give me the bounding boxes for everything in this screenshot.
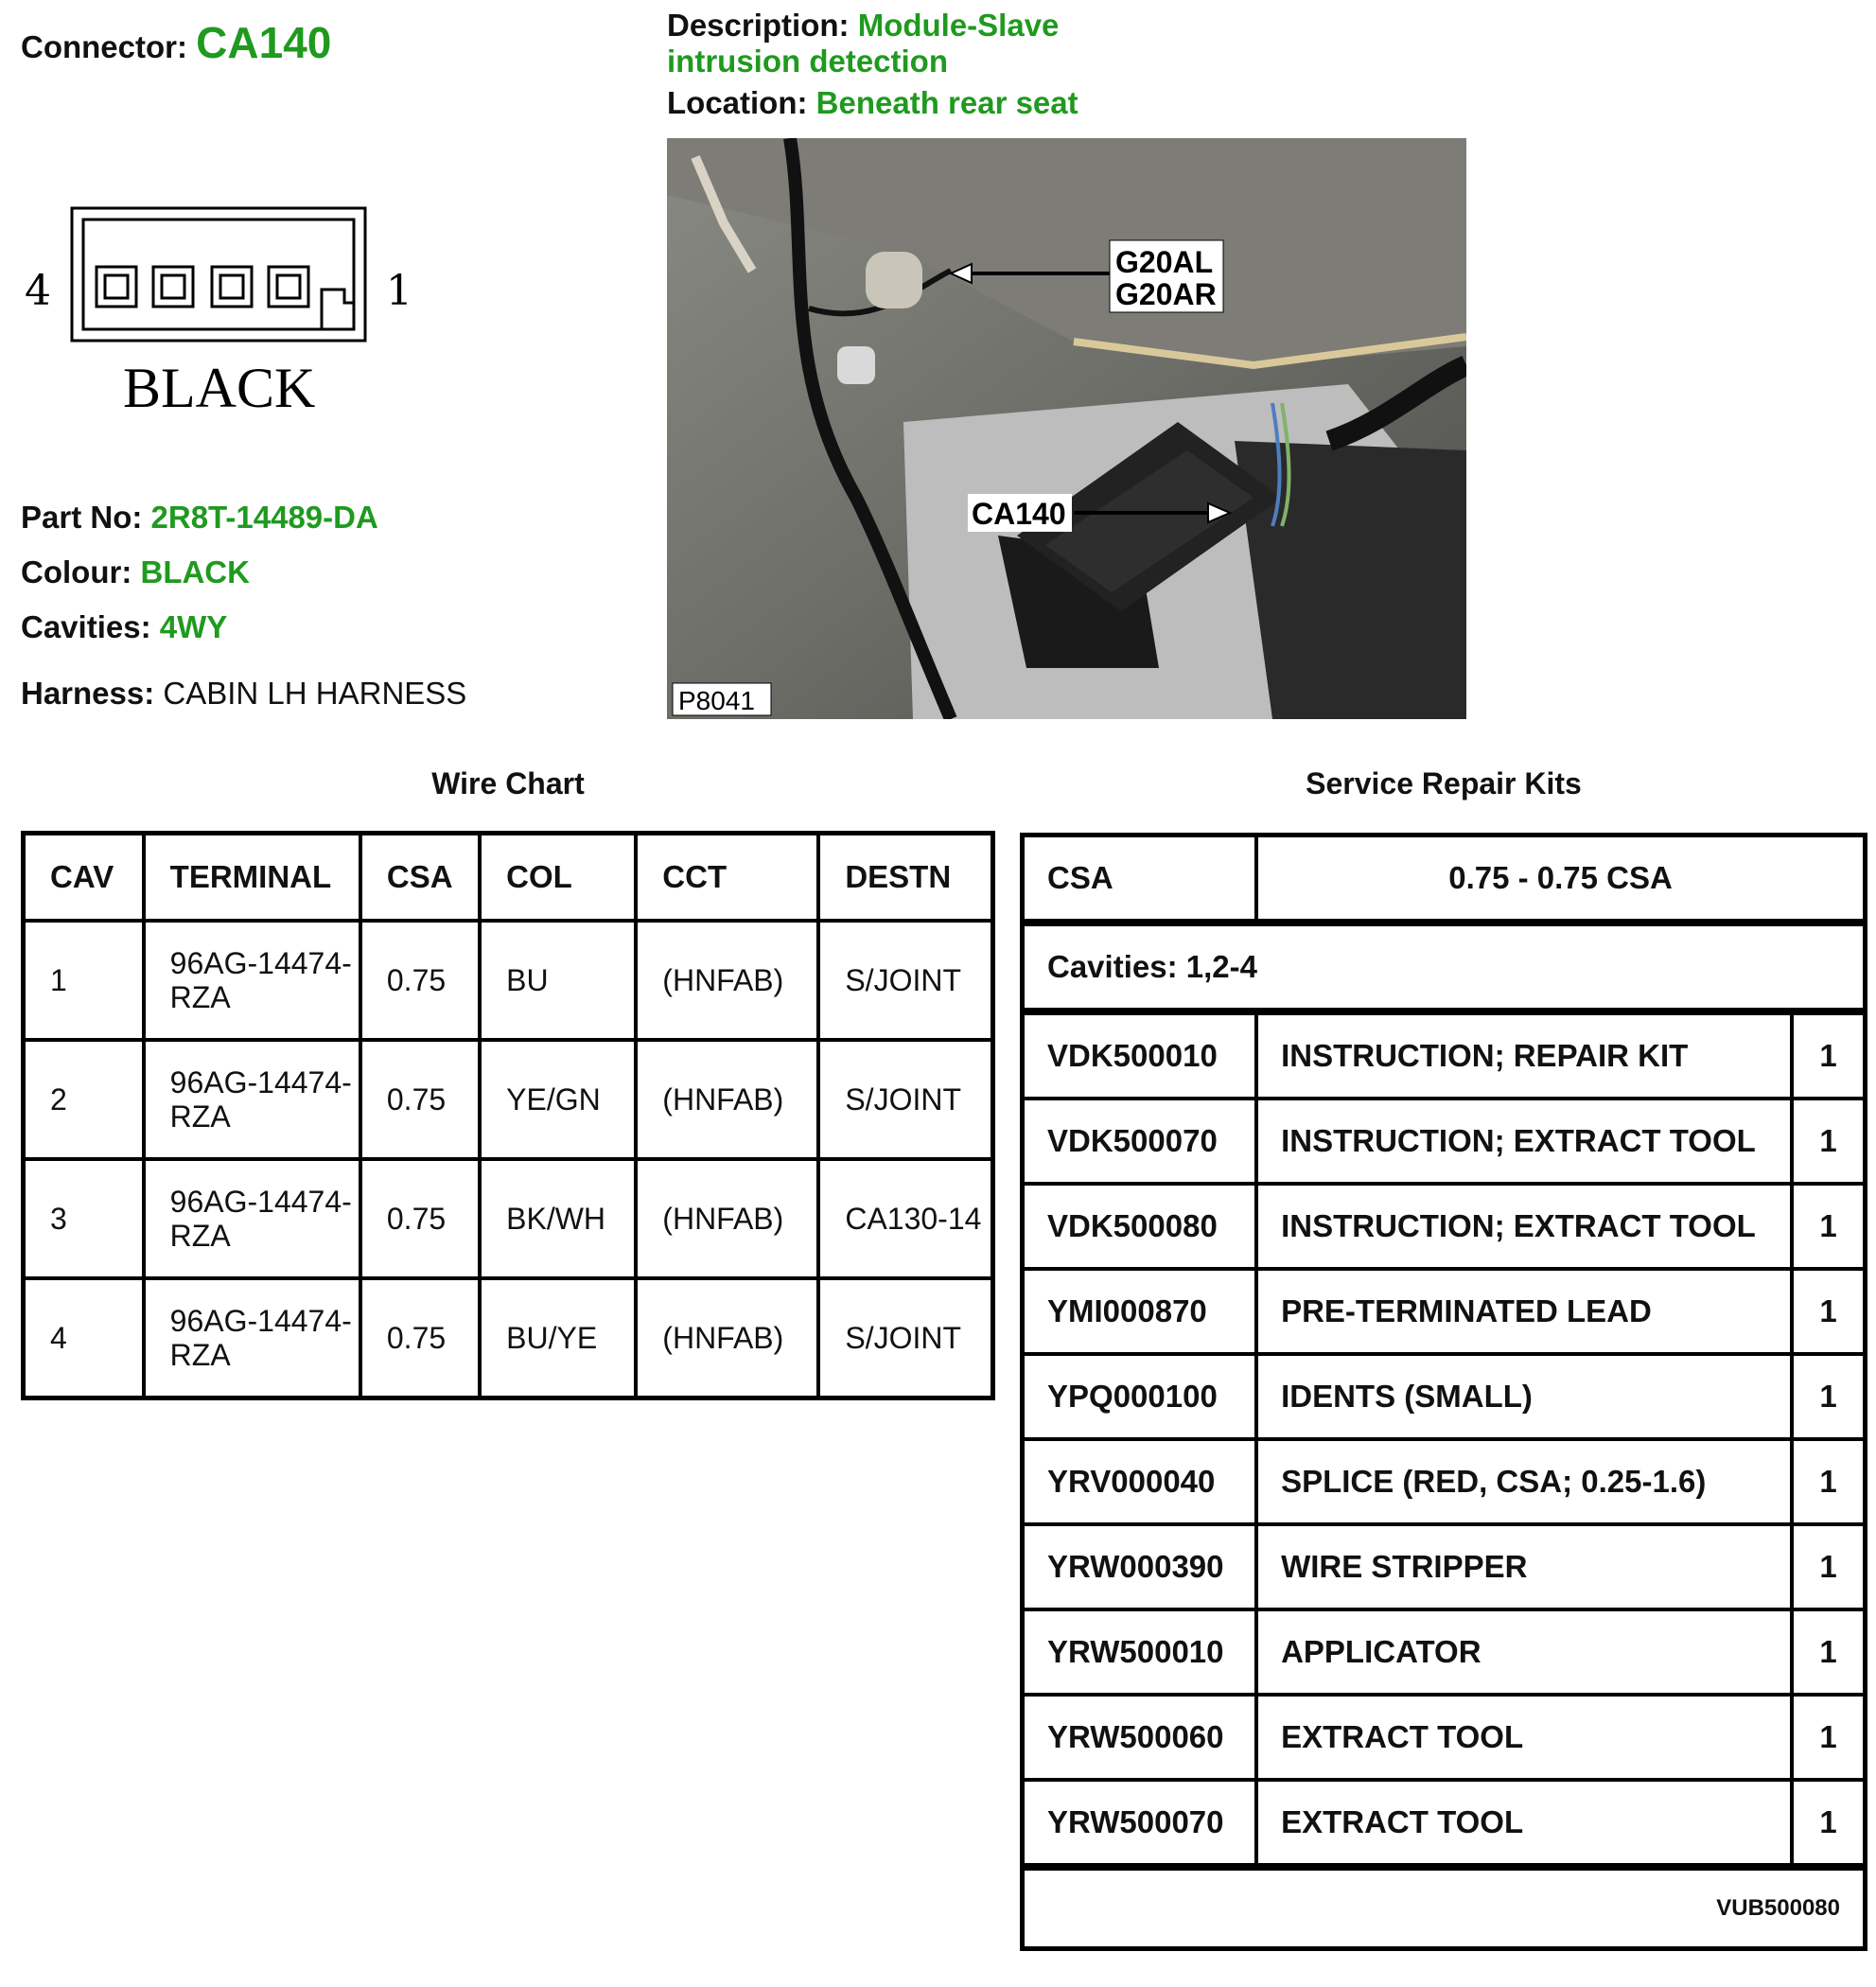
table-row: [24, 1278, 993, 1398]
kit-cavities-row: [1023, 923, 1866, 1011]
pin-right-label: 1: [386, 267, 412, 315]
kit-desc: PRE-TERMINATED LEAD: [1256, 1269, 1792, 1354]
harness-label: Harness:: [21, 676, 155, 711]
header-destn: DESTN: [818, 834, 992, 922]
cell-terminal: 96AG-14474-RZA: [144, 1040, 360, 1159]
callout-g20al: G20AL: [1115, 245, 1214, 279]
table-row: [1023, 1269, 1866, 1354]
cell-cav: 2: [24, 1040, 144, 1159]
photo-code: P8041: [678, 686, 755, 715]
cell-col: BU/YE: [480, 1278, 636, 1398]
cell-destn: S/JOINT: [818, 921, 992, 1040]
kit-qty: 1: [1792, 1524, 1865, 1609]
kit-code: VDK500070: [1023, 1099, 1257, 1184]
harness-line: [21, 676, 466, 712]
cell-cct: (HNFAB): [636, 1159, 818, 1278]
kit-desc: INSTRUCTION; EXTRACT TOOL: [1256, 1099, 1792, 1184]
part-label: Part No:: [21, 500, 143, 535]
kit-csa-row: [1023, 835, 1866, 923]
kit-qty: 1: [1792, 1184, 1865, 1269]
kit-desc: INSTRUCTION; EXTRACT TOOL: [1256, 1184, 1792, 1269]
kit-desc: INSTRUCTION; REPAIR KIT: [1256, 1011, 1792, 1099]
cell-col: BK/WH: [480, 1159, 636, 1278]
cell-csa: 0.75: [360, 921, 480, 1040]
kit-footer-code: VUB500080: [1023, 1867, 1866, 1949]
header-terminal: TERMINAL: [144, 834, 360, 922]
header-csa: CSA: [360, 834, 480, 922]
kit-desc: EXTRACT TOOL: [1256, 1695, 1792, 1780]
cell-cct: (HNFAB): [636, 1278, 818, 1398]
cell-terminal: 96AG-14474-RZA: [144, 1159, 360, 1278]
kit-code: YRW500070: [1023, 1780, 1257, 1867]
harness-value: CABIN LH HARNESS: [163, 676, 467, 711]
kit-desc: EXTRACT TOOL: [1256, 1780, 1792, 1867]
kit-desc: SPLICE (RED, CSA; 0.25-1.6): [1256, 1439, 1792, 1524]
location-photo: [667, 138, 1466, 719]
connector-line: [21, 17, 331, 68]
cell-destn: CA130-14: [818, 1159, 992, 1278]
kit-code: YPQ000100: [1023, 1354, 1257, 1439]
table-row: [1023, 1354, 1866, 1439]
cavities-line: [21, 609, 227, 645]
table-row: [1023, 1439, 1866, 1524]
kit-code: YRW000390: [1023, 1524, 1257, 1609]
kit-csa-value: 0.75 - 0.75 CSA: [1256, 835, 1865, 923]
connector-label: Connector:: [21, 29, 187, 64]
kit-qty: 1: [1792, 1354, 1865, 1439]
description-value: Module-Slave intrusion detection: [667, 8, 1060, 79]
cell-destn: S/JOINT: [818, 1278, 992, 1398]
table-row: [1023, 1524, 1866, 1609]
kit-qty: 1: [1792, 1780, 1865, 1867]
callout-g20ar: G20AR: [1115, 277, 1217, 311]
kit-code: VDK500080: [1023, 1184, 1257, 1269]
kit-qty: 1: [1792, 1439, 1865, 1524]
cell-cav: 4: [24, 1278, 144, 1398]
cavities-value: 4WY: [159, 609, 228, 644]
kit-desc: WIRE STRIPPER: [1256, 1524, 1792, 1609]
colour-line: [21, 554, 250, 590]
connector-face-diagram: [17, 201, 414, 428]
kit-cavities: Cavities: 1,2-4: [1023, 923, 1866, 1011]
table-row: [24, 921, 993, 1040]
description-line: [667, 8, 1159, 79]
table-row: [24, 1159, 993, 1278]
header-cct: CCT: [636, 834, 818, 922]
kit-code: YRW500060: [1023, 1695, 1257, 1780]
kit-qty: 1: [1792, 1695, 1865, 1780]
table-row: [1023, 1011, 1866, 1099]
kit-qty: 1: [1792, 1099, 1865, 1184]
wire-chart-title: Wire Chart: [431, 766, 585, 800]
location-value: Beneath rear seat: [815, 85, 1078, 120]
repair-kits-title: Service Repair Kits: [1306, 766, 1582, 800]
cell-csa: 0.75: [360, 1278, 480, 1398]
kit-code: YRW500010: [1023, 1609, 1257, 1695]
table-row: [24, 1040, 993, 1159]
cell-cav: 3: [24, 1159, 144, 1278]
description-label: Description:: [667, 8, 850, 43]
kit-desc: IDENTS (SMALL): [1256, 1354, 1792, 1439]
cell-cav: 1: [24, 921, 144, 1040]
location-label: Location:: [667, 85, 808, 120]
colour-label: Colour:: [21, 554, 132, 589]
cell-csa: 0.75: [360, 1040, 480, 1159]
wire-chart-table: [21, 831, 995, 1400]
kit-code: YMI000870: [1023, 1269, 1257, 1354]
kit-qty: 1: [1792, 1609, 1865, 1695]
connector-value: CA140: [196, 18, 332, 67]
table-row: [1023, 1780, 1866, 1867]
table-row: [1023, 1184, 1866, 1269]
kit-footer-row: [1023, 1867, 1866, 1949]
table-row: [1023, 1609, 1866, 1695]
table-row: [1023, 1099, 1866, 1184]
location-line: [667, 85, 1078, 121]
cell-cct: (HNFAB): [636, 1040, 818, 1159]
connector-colour-text: BLACK: [123, 357, 316, 419]
callout-ca140: CA140: [972, 497, 1066, 531]
cell-terminal: 96AG-14474-RZA: [144, 1278, 360, 1398]
cavities-label: Cavities:: [21, 609, 151, 644]
kit-code: VDK500010: [1023, 1011, 1257, 1099]
kit-code: YRV000040: [1023, 1439, 1257, 1524]
cell-cct: (HNFAB): [636, 921, 818, 1040]
cell-destn: S/JOINT: [818, 1040, 992, 1159]
cell-col: YE/GN: [480, 1040, 636, 1159]
cell-csa: 0.75: [360, 1159, 480, 1278]
header-cav: CAV: [24, 834, 144, 922]
wire-chart-header-row: [24, 834, 993, 922]
kit-csa-label: CSA: [1023, 835, 1257, 923]
repair-kits-table: [1020, 833, 1867, 1951]
kit-desc: APPLICATOR: [1256, 1609, 1792, 1695]
cell-terminal: 96AG-14474-RZA: [144, 921, 360, 1040]
colour-value: BLACK: [140, 554, 250, 589]
kit-qty: 1: [1792, 1011, 1865, 1099]
part-value: 2R8T-14489-DA: [150, 500, 378, 535]
part-number-line: [21, 500, 378, 536]
cavity-squares: [96, 267, 308, 307]
header-col: COL: [480, 834, 636, 922]
cell-col: BU: [480, 921, 636, 1040]
pin-left-label: 4: [25, 267, 51, 315]
kit-qty: 1: [1792, 1269, 1865, 1354]
table-row: [1023, 1695, 1866, 1780]
